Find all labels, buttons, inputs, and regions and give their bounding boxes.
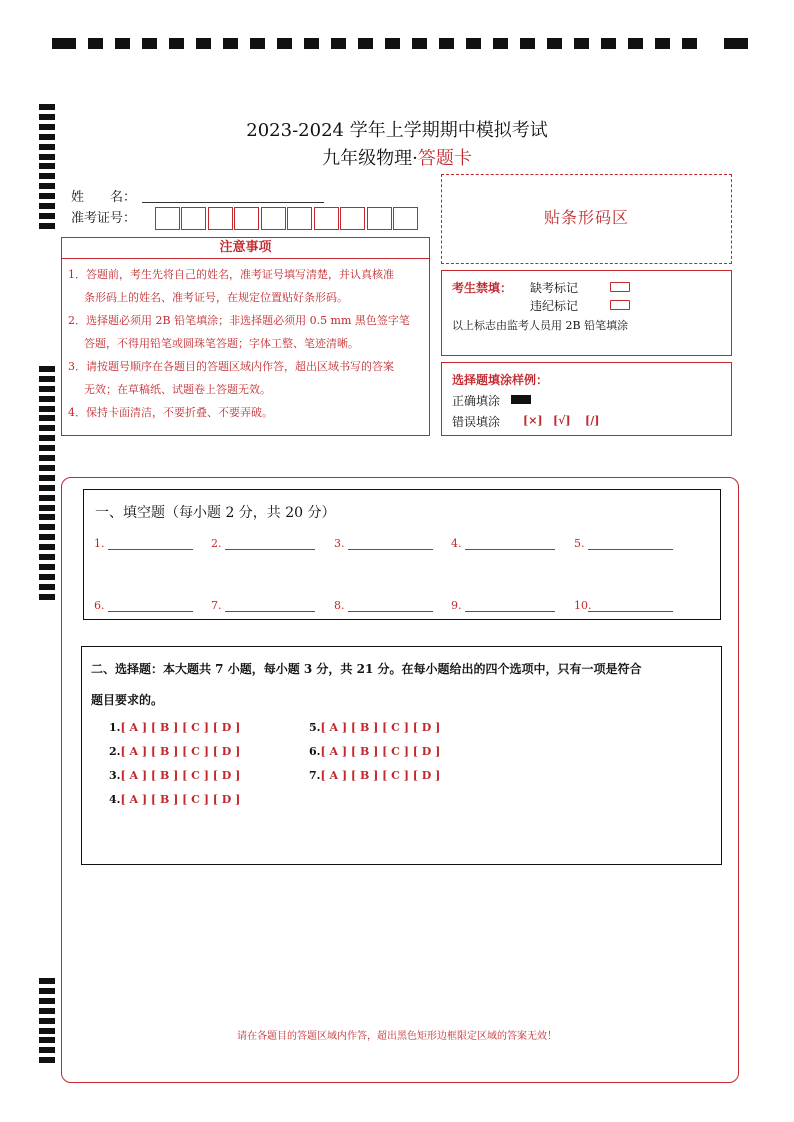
timing-mark [547,38,562,49]
timing-mark [39,173,55,179]
choice-options[interactable]: [ A ] [ B ] [ C ] [ D ] [320,721,441,734]
timing-mark [439,38,454,49]
name-label: 姓 名： [71,190,137,205]
timing-mark [223,38,238,49]
sample-title: 选择题填涂样例： [452,373,549,387]
choice-row[interactable] [309,745,440,758]
timing-mark [39,495,55,501]
id-label: 准考证号： [71,211,137,226]
timing-mark [142,38,157,49]
timing-mark [52,38,76,49]
barcode-area [441,174,732,264]
blank-answer-line[interactable] [348,549,433,550]
timing-mark [39,415,55,421]
timing-mark [115,38,130,49]
timing-mark [39,544,55,550]
timing-mark [39,505,55,511]
timing-mark [39,465,55,471]
choice-options[interactable]: [ A ] [ B ] [ C ] [ D ] [120,793,241,806]
blank-number: 4. [451,537,462,550]
timing-mark [250,38,265,49]
timing-mark [724,38,748,49]
choice-number: 1. [109,721,121,734]
id-cell[interactable] [340,207,365,230]
timing-mark [39,1008,55,1014]
blank-answer-line[interactable] [108,549,193,550]
id-cell[interactable] [287,207,312,230]
timing-mark [39,425,55,431]
choice-number: 7. [309,769,321,782]
choice-row[interactable] [109,769,240,782]
timing-mark [412,38,427,49]
choice-options[interactable]: [ A ] [ B ] [ C ] [ D ] [320,769,441,782]
timing-mark [39,475,55,481]
blank-number: 9. [451,599,462,612]
blank-number: 1. [94,537,105,550]
blank-answer-line[interactable] [465,549,555,550]
blank-answer-line[interactable] [465,611,555,612]
blank-answer-line[interactable] [225,611,315,612]
timing-mark [682,38,697,49]
timing-mark [39,445,55,451]
timing-mark [39,978,55,984]
choice-options[interactable]: [ A ] [ B ] [ C ] [ D ] [320,745,441,758]
blank-number: 2. [211,537,222,550]
timing-mark [39,524,55,530]
timing-mark [655,38,670,49]
timing-mark [39,396,55,402]
wrong-mark-check: [√] [553,414,571,427]
timing-mark [39,554,55,560]
timing-mark [628,38,643,49]
timing-mark [601,38,616,49]
timing-mark [39,435,55,441]
timing-mark [39,366,55,372]
timing-mark [39,534,55,540]
id-cell[interactable] [367,207,392,230]
choice-row[interactable] [109,721,240,734]
timing-mark [358,38,373,49]
choice-row[interactable] [109,793,240,806]
timing-mark [520,38,535,49]
timing-mark [88,38,103,49]
blank-number: 10. [574,599,592,612]
absent-label: 缺考标记 [530,281,579,295]
choice-title-line2: 题目要求的。 [91,693,164,707]
timing-mark [493,38,508,49]
wrong-mark-slash: [/] [585,414,600,427]
id-cell[interactable] [155,207,180,230]
timing-mark [331,38,346,49]
notes-header [61,237,430,259]
choice-row[interactable] [309,721,440,734]
absent-checkbox[interactable] [610,282,630,292]
timing-mark [39,406,55,412]
timing-mark [39,183,55,189]
footer-warning: 请在各题目的答题区域内作答，超出黑色矩形边框限定区域的答案无效！ [237,1031,557,1042]
id-cell[interactable] [234,207,259,230]
violation-checkbox[interactable] [610,300,630,310]
timing-mark [39,104,55,110]
timing-mark [277,38,292,49]
timing-mark [39,203,55,209]
card-title-prefix: 九年级物理· [322,148,418,169]
choice-section [81,646,722,865]
choice-number: 4. [109,793,121,806]
choice-options[interactable]: [ A ] [ B ] [ C ] [ D ] [120,721,241,734]
blank-answer-line[interactable] [588,611,673,612]
choice-title-line1: 二、选择题：本大题共 7 小题，每小题 3 分，共 21 分。在每小题给出的四个选项中，只有一项是符合 [91,662,642,676]
choice-number: 3. [109,769,121,782]
blank-answer-line[interactable] [348,611,433,612]
correct-label: 正确填涂 [452,394,501,408]
timing-mark [39,455,55,461]
fill-in-section [83,489,721,620]
id-cell[interactable] [314,207,339,230]
timing-mark [39,223,55,229]
blank-number: 7. [211,599,222,612]
sample-box [441,362,732,436]
timing-mark [39,594,55,600]
choice-options[interactable]: [ A ] [ B ] [ C ] [ D ] [120,769,241,782]
violation-label: 违纪标记 [530,299,579,313]
correct-fill-sample [511,395,531,404]
id-number-grid[interactable] [155,207,421,230]
card-title [0,144,794,170]
prohibited-box [441,270,732,356]
fill-in-title: 一、填空题（每小题 2 分，共 20 分） [95,505,336,521]
timing-mark [39,514,55,520]
choice-row[interactable] [109,745,240,758]
id-cell[interactable] [208,207,233,230]
name-field[interactable] [142,188,324,203]
timing-mark [39,213,55,219]
id-cell[interactable] [261,207,286,230]
blank-answer-line[interactable] [225,549,315,550]
choice-options[interactable]: [ A ] [ B ] [ C ] [ D ] [120,745,241,758]
timing-mark [39,574,55,580]
wrong-mark-cross: [×] [523,414,543,427]
notes-line: 2．选择题必须用 2B 铅笔填涂；非选择题必须用 0.5 mm 黑色签字笔 [68,314,410,327]
timing-mark [39,376,55,382]
notes-line: 1．答题前，考生先将自己的姓名，准考证号填写清楚，并认真核准 [68,268,394,281]
blank-answer-line[interactable] [108,611,193,612]
notes-line: 答题，不得用铅笔或圆珠笔答题；字体工整、笔迹清晰。 [84,337,359,350]
choice-number: 2. [109,745,121,758]
timing-mark [385,38,400,49]
id-cell[interactable] [393,207,418,230]
timing-mark [196,38,211,49]
timing-mark [39,193,55,199]
prohibited-title: 考生禁填： [452,281,513,295]
blank-number: 6. [94,599,105,612]
timing-mark [466,38,481,49]
timing-mark [574,38,589,49]
prohibited-note: 以上标志由监考人员用 2B 铅笔填涂 [452,319,629,332]
notes-line: 3．请按题号顺序在各题目的答题区域内作答，超出区域书写的答案 [68,360,394,373]
blank-answer-line[interactable] [588,549,673,550]
timing-mark [39,1018,55,1024]
choice-number: 5. [309,721,321,734]
notes-body [61,258,430,436]
blank-number: 5. [574,537,585,550]
timing-mark [39,1047,55,1053]
choice-row[interactable] [309,769,440,782]
notes-line: 4．保持卡面清洁，不要折叠、不要弄破。 [68,406,273,419]
wrong-label: 错误填涂 [452,415,501,429]
exam-title: 2023-2024 学年上学期期中模拟考试 [246,120,548,141]
timing-mark [39,584,55,590]
timing-mark [39,564,55,570]
notes-line: 无效；在草稿纸、试题卷上答题无效。 [84,383,271,396]
timing-mark [39,1057,55,1063]
timing-mark [39,386,55,392]
blank-number: 8. [334,599,345,612]
notes-title: 注意事项 [219,240,272,255]
id-cell[interactable] [181,207,206,230]
timing-mark [304,38,319,49]
choice-number: 6. [309,745,321,758]
blank-number: 3. [334,537,345,550]
timing-mark [39,998,55,1004]
timing-mark [169,38,184,49]
barcode-label: 贴条形码区 [543,208,629,227]
timing-mark [39,485,55,491]
notes-line: 条形码上的姓名、准考证号，在规定位置贴好条形码。 [84,291,348,304]
timing-mark [39,988,55,994]
card-title-suffix: 答题卡 [417,148,472,169]
